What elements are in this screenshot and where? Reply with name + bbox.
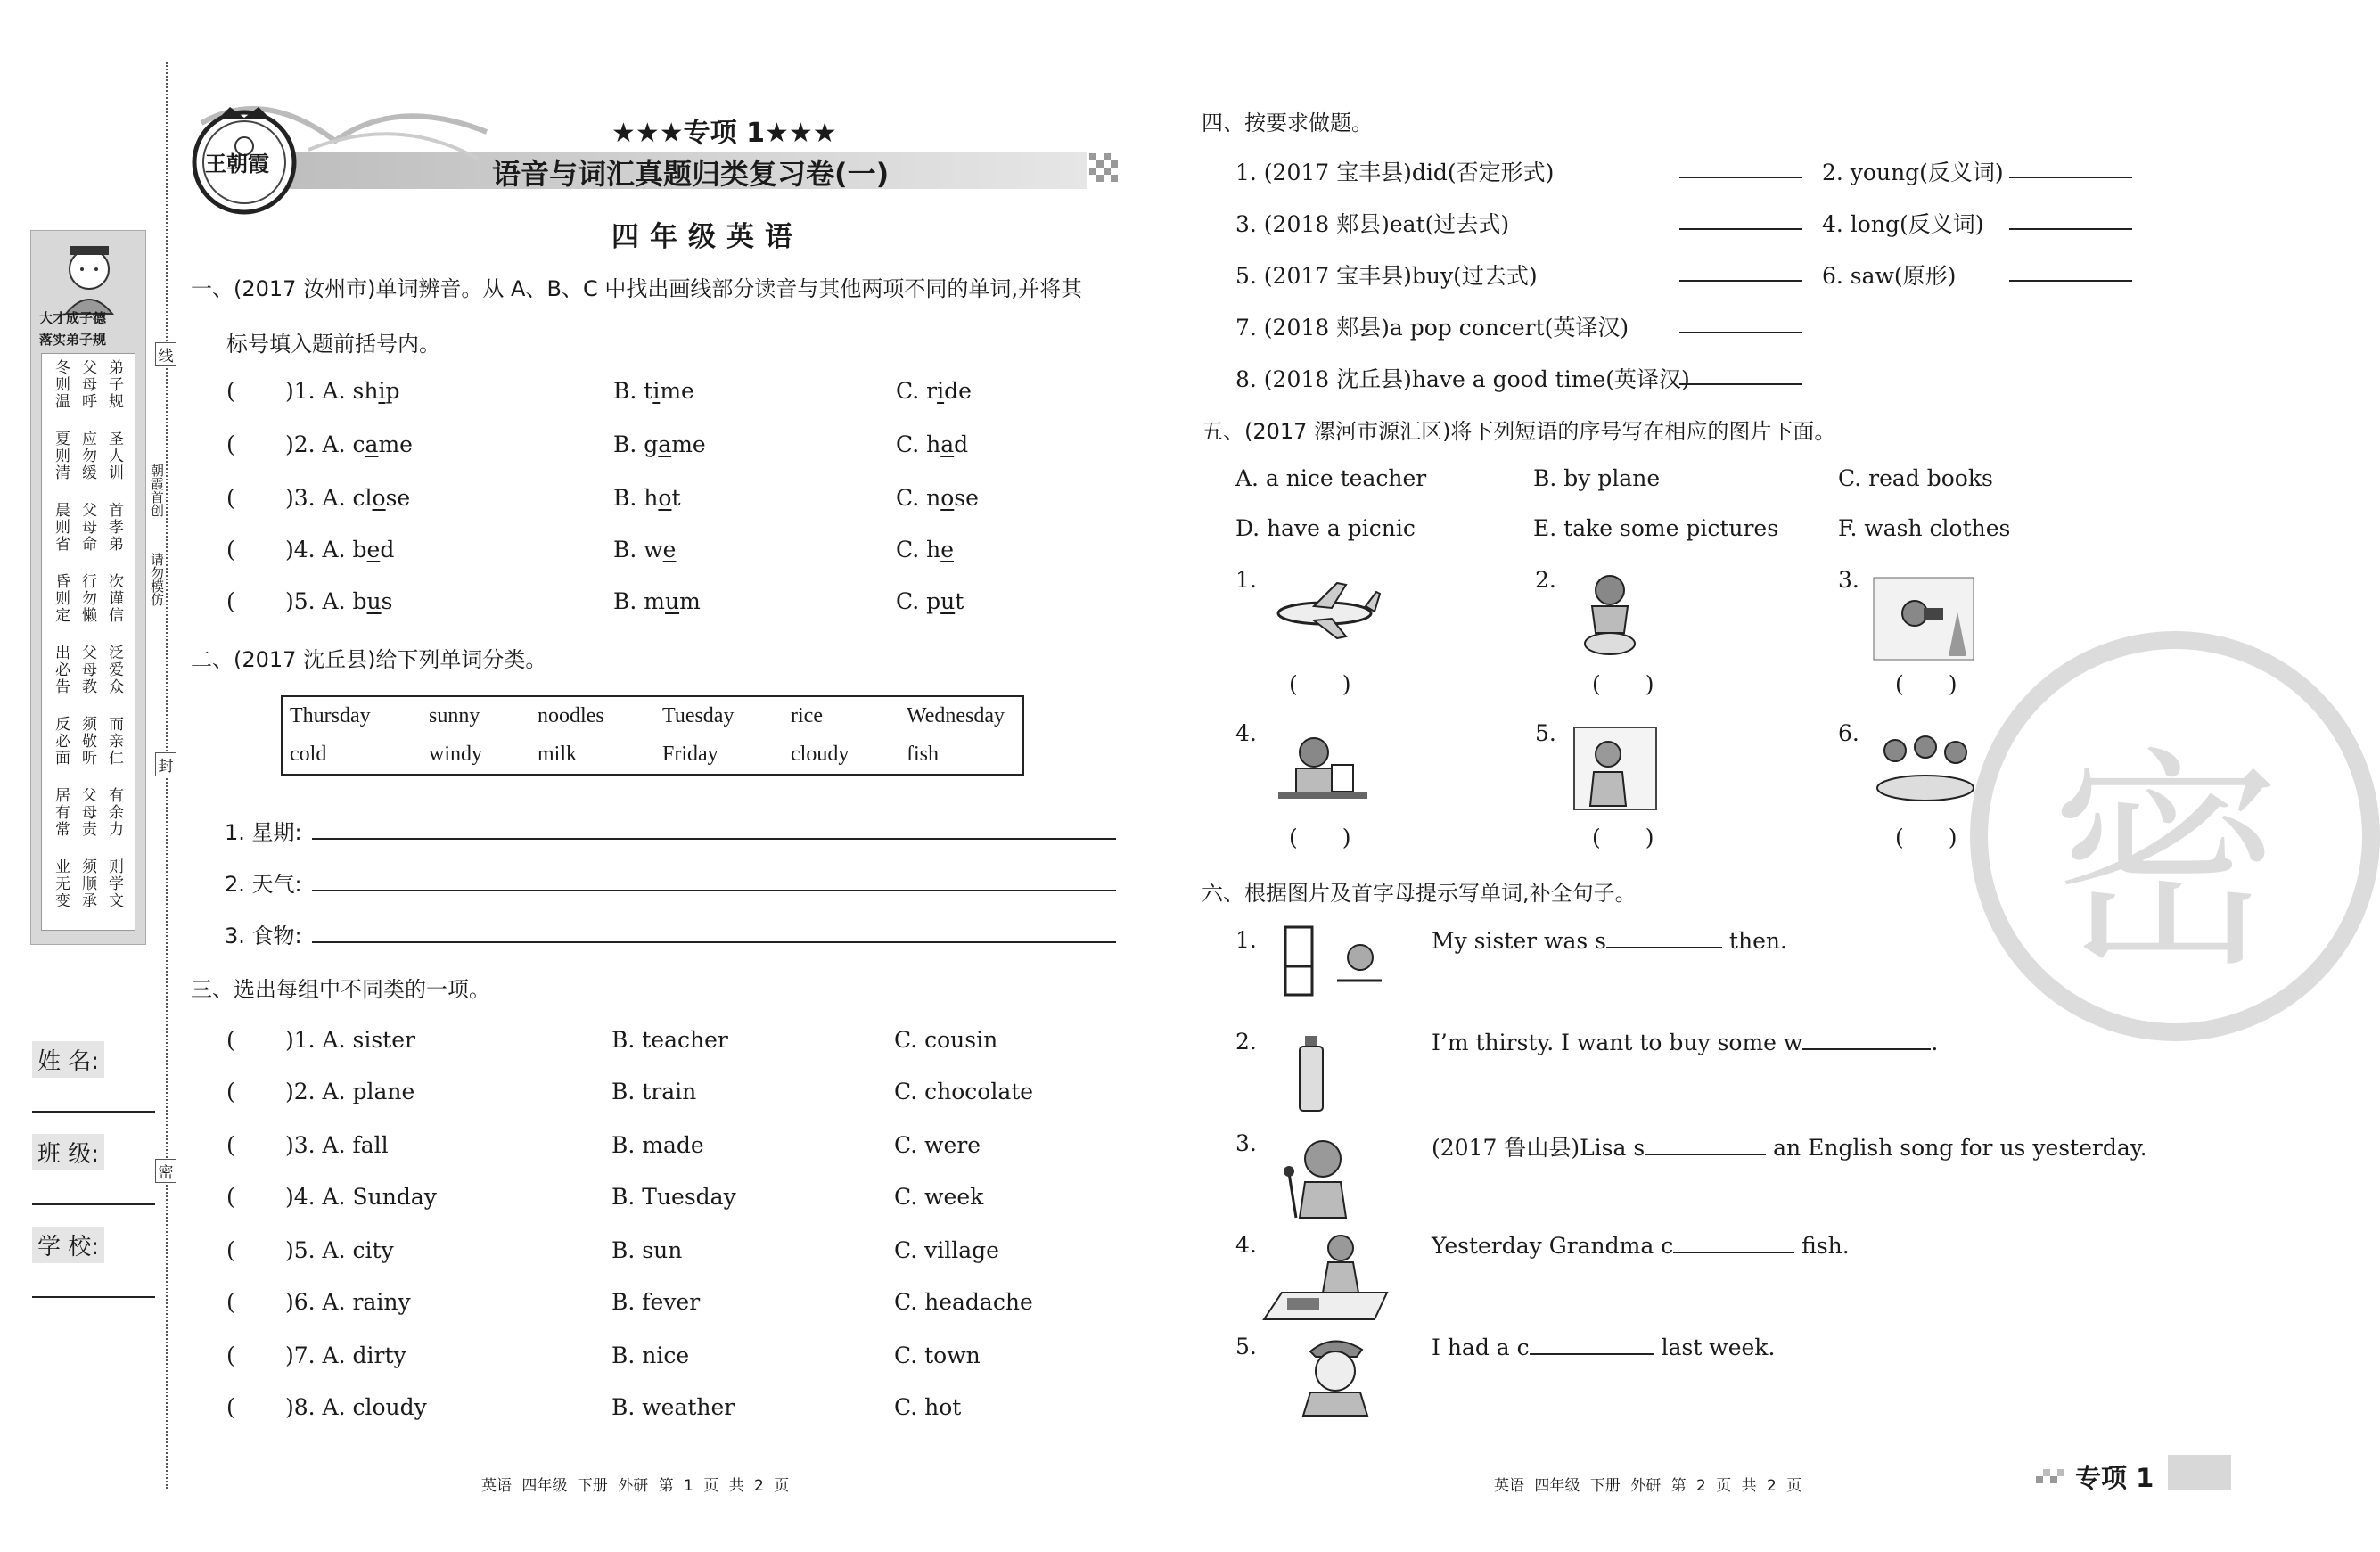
s1-item-1-b: B. time xyxy=(613,378,694,404)
table-row xyxy=(282,735,1023,775)
gutter-mark-secret: 密 xyxy=(155,1159,176,1183)
s6-num-5: 5. xyxy=(1235,1334,1257,1359)
s1-item-4-b: B. we xyxy=(613,537,677,562)
s3-item-3-b: B. made xyxy=(611,1132,704,1158)
s3-item-3: )3. A. fall xyxy=(285,1132,389,1158)
page-subtitle: 四年级英语 xyxy=(611,221,803,253)
table-cell: rice xyxy=(791,704,823,727)
s3-item-7-b: B. nice xyxy=(611,1343,690,1368)
section3-heading: 三、选出每组中不同类的一项。 xyxy=(191,977,490,1002)
watermark-char: 密 xyxy=(2050,729,2282,998)
s1-item-1-c: C. ride xyxy=(896,378,972,404)
motto-col: 晨则省 xyxy=(52,502,70,553)
weekday-label: 1. 星期: xyxy=(225,820,302,845)
s1-item-5: )5. A. bus xyxy=(285,588,393,614)
word-classification-table xyxy=(281,695,1024,776)
s6-sentence-5: I had a c last week. xyxy=(1432,1334,1776,1360)
singing-girl-picture xyxy=(1273,1132,1358,1221)
motto-col: 则学文 xyxy=(105,858,123,909)
s5-answer-5[interactable]: ( ) xyxy=(1592,825,1654,850)
cooking-grandma-picture xyxy=(1260,1230,1391,1323)
s1-answer-paren[interactable]: ( xyxy=(226,485,235,511)
s6-blank-2[interactable] xyxy=(1802,1029,1931,1050)
table-cell: Friday xyxy=(662,743,718,766)
section1-heading: 一、(2017 汝州市)单词辨音。从 A、B、C 中找出画线部分读音与其他两项不同的单词,并将其 xyxy=(191,276,1082,301)
motto-col: 泛爱众 xyxy=(105,645,123,695)
s6-num-1: 1. xyxy=(1235,927,1257,953)
s3-answer-paren[interactable]: ( xyxy=(226,1132,235,1158)
s3-item-2: )2. A. plane xyxy=(285,1079,415,1104)
girl-washing-clothes-picture xyxy=(1574,571,1645,660)
table-cell: Wednesday xyxy=(907,704,1005,727)
special-label: ★★★专项 1★★★ xyxy=(611,118,837,149)
s4-item-5: 5. (2017 宝丰县)buy(过去式) xyxy=(1235,263,1538,289)
s3-item-2-b: B. train xyxy=(611,1079,697,1104)
s4-item-7: 7. (2018 郏县)a pop concert(英译汉) xyxy=(1235,315,1629,341)
footer-left: 英语 四年级 下册 外研 第 1 页 共 2 页 xyxy=(481,1477,790,1495)
s3-item-7-c: C. town xyxy=(894,1343,981,1368)
s6-num-4: 4. xyxy=(1235,1232,1257,1258)
s1-item-5-b: B. mum xyxy=(613,588,701,614)
s5-option-f: F. wash clothes xyxy=(1838,515,2011,541)
s4-item-2: 2. young(反义词) xyxy=(1822,160,2004,185)
checker-pattern xyxy=(1089,153,1125,189)
table-cell: sunny xyxy=(429,704,480,727)
s3-item-6: )6. A. rainy xyxy=(285,1289,411,1315)
motto-col: 父母责 xyxy=(78,787,96,838)
s6-blank-1[interactable] xyxy=(1606,927,1722,948)
motto-col: 须敬听 xyxy=(78,716,96,767)
s3-answer-paren[interactable]: ( xyxy=(226,1343,235,1368)
s1-item-4-c: C. he xyxy=(896,537,955,562)
s6-blank-4[interactable] xyxy=(1673,1232,1794,1253)
table-cell: noodles xyxy=(538,704,604,727)
scholar-illustration xyxy=(46,234,132,319)
footer-right: 英语 四年级 下册 外研 第 2 页 共 2 页 xyxy=(1494,1477,1802,1495)
logo-text: 王朝霞 xyxy=(205,152,269,177)
motto-col: 行勿懒 xyxy=(78,573,96,624)
s6-sentence-2: I’m thirsty. I want to buy some w . xyxy=(1432,1030,1939,1055)
section1-heading-cont: 标号填入题前括号内。 xyxy=(226,332,440,357)
s1-item-2-c: C. had xyxy=(896,431,969,457)
name-input-line[interactable] xyxy=(32,1111,155,1113)
water-bottle-picture xyxy=(1294,1034,1330,1114)
motto-col: 首孝弟 xyxy=(105,502,123,553)
sitting-girl-picture xyxy=(1275,922,1387,1002)
s3-item-6-c: C. headache xyxy=(894,1289,1033,1315)
s5-answer-3[interactable]: ( ) xyxy=(1895,671,1957,697)
weather-answer-line[interactable] xyxy=(312,890,1116,891)
s1-answer-paren[interactable]: ( xyxy=(226,588,235,614)
s4-answer-3[interactable] xyxy=(1679,228,1802,230)
s4-item-3: 3. (2018 郏县)eat(过去式) xyxy=(1235,211,1510,237)
s5-option-d: D. have a picnic xyxy=(1235,515,1416,541)
s4-item-1: 1. (2017 宝丰县)did(否定形式) xyxy=(1235,160,1555,185)
s3-item-6-b: B. fever xyxy=(611,1289,701,1315)
motto-col: 夏则清 xyxy=(52,431,70,481)
s3-answer-paren[interactable]: ( xyxy=(226,1079,235,1104)
s1-item-4: )4. A. bed xyxy=(285,537,395,562)
s3-item-1-c: C. cousin xyxy=(894,1027,998,1053)
s3-item-5-b: B. sun xyxy=(611,1237,683,1263)
motto-col: 居有常 xyxy=(52,787,70,838)
s1-item-2: )2. A. came xyxy=(285,431,413,457)
motto-col: 须顺承 xyxy=(78,858,96,909)
s5-option-b: B. by plane xyxy=(1533,465,1661,491)
s4-item-8: 8. (2018 沈丘县)have a good time(英译汉) xyxy=(1235,366,1690,392)
s5-pic-num-1: 1. xyxy=(1235,567,1257,593)
table-cell: fish xyxy=(907,743,939,766)
s3-item-7: )7. A. dirty xyxy=(285,1343,406,1368)
s6-blank-5[interactable] xyxy=(1530,1334,1654,1355)
s3-item-8-b: B. weather xyxy=(611,1394,735,1420)
gutter-mark-line: 线 xyxy=(155,342,176,366)
motto-col: 父母教 xyxy=(78,645,96,695)
motto-heading-2: 落实弟子规 xyxy=(39,332,107,348)
school-input-line[interactable] xyxy=(32,1296,155,1298)
s5-option-a: A. a nice teacher xyxy=(1235,465,1427,491)
s4-answer-7[interactable] xyxy=(1679,332,1802,333)
s4-answer-8[interactable] xyxy=(1679,383,1802,385)
motto-col: 业无变 xyxy=(52,858,70,909)
section5-heading: 五、(2017 漯河市源汇区)将下列短语的序号写在相应的图片下面。 xyxy=(1202,419,1836,444)
boy-reading-picture xyxy=(1269,729,1373,815)
taking-pictures-picture xyxy=(1872,576,1975,661)
section2-heading: 二、(2017 沈丘县)给下列单词分类。 xyxy=(191,647,547,672)
motto-col: 圣人训 xyxy=(105,431,123,481)
s1-item-3: )3. A. close xyxy=(285,485,411,511)
s5-option-c: C. read books xyxy=(1838,465,1993,491)
s5-option-e: E. take some pictures xyxy=(1533,515,1779,541)
motto-col: 有余力 xyxy=(105,787,123,838)
s5-pic-num-3: 3. xyxy=(1838,567,1859,593)
table-cell: cloudy xyxy=(791,743,849,766)
s3-item-4: )4. A. Sunday xyxy=(285,1184,437,1210)
s3-item-4-c: C. week xyxy=(894,1184,984,1210)
s5-answer-2[interactable]: ( ) xyxy=(1592,671,1654,697)
s5-pic-num-2: 2. xyxy=(1535,567,1556,593)
gutter-note: 朝霞首创 xyxy=(149,464,165,517)
s4-answer-2[interactable] xyxy=(2009,177,2132,178)
weather-label: 2. 天气: xyxy=(225,872,302,897)
s1-answer-paren[interactable]: ( xyxy=(226,431,235,457)
s3-answer-paren[interactable]: ( xyxy=(226,1237,235,1263)
page-title: 语音与词汇真题归类复习卷(一) xyxy=(492,157,890,191)
s6-sentence-4: Yesterday Grandma c fish. xyxy=(1432,1233,1850,1259)
s1-answer-paren[interactable]: ( xyxy=(226,537,235,562)
s3-item-2-c: C. chocolate xyxy=(894,1079,1034,1104)
sick-boy-picture xyxy=(1284,1332,1387,1417)
section4-heading: 四、按要求做题。 xyxy=(1202,111,1373,135)
motto-col: 父母呼 xyxy=(78,359,96,410)
name-label: 姓 名: xyxy=(32,1041,104,1078)
motto-col: 应勿缓 xyxy=(78,431,96,481)
weekday-answer-line[interactable] xyxy=(312,838,1116,840)
motto-col: 出必告 xyxy=(52,645,70,695)
s5-pic-num-4: 4. xyxy=(1235,720,1257,746)
s3-item-1-b: B. teacher xyxy=(611,1027,728,1053)
s3-item-5-c: C. village xyxy=(894,1237,999,1263)
motto-col: 父母命 xyxy=(78,502,96,553)
class-input-line[interactable] xyxy=(32,1203,155,1205)
s1-answer-paren[interactable]: ( xyxy=(226,378,235,404)
motto-col: 昏则定 xyxy=(52,573,70,624)
s6-sentence-1: My sister was s then. xyxy=(1432,928,1787,954)
motto-col: 反必面 xyxy=(52,716,70,767)
gutter-note: 请勿模仿 xyxy=(149,553,165,606)
class-label: 班 级: xyxy=(32,1134,104,1170)
s3-item-3-c: C. were xyxy=(894,1132,981,1158)
s5-answer-4[interactable]: ( ) xyxy=(1289,825,1351,850)
corner-checker-icon xyxy=(2036,1464,2072,1490)
corner-special-label: 专项 1 xyxy=(2075,1463,2154,1493)
s4-item-4: 4. long(反义词) xyxy=(1822,211,1984,237)
s1-item-1: )1. A. ship xyxy=(285,378,400,404)
motto-col: 次谨信 xyxy=(105,573,123,624)
motto-heading-1: 大才成子德 xyxy=(39,310,107,326)
motto-col: 而亲仁 xyxy=(105,716,123,767)
s1-item-5-c: C. put xyxy=(896,588,964,614)
s3-answer-paren[interactable]: ( xyxy=(226,1394,235,1420)
s4-answer-5[interactable] xyxy=(1679,280,1802,282)
s3-item-8-c: C. hot xyxy=(894,1394,962,1420)
table-cell: milk xyxy=(538,743,578,766)
table-cell: Tuesday xyxy=(662,704,735,727)
s5-answer-1[interactable]: ( ) xyxy=(1289,671,1351,697)
s6-blank-3[interactable] xyxy=(1645,1134,1766,1155)
food-label: 3. 食物: xyxy=(225,924,302,948)
s6-num-2: 2. xyxy=(1235,1029,1257,1055)
picnic-picture xyxy=(1872,729,1979,806)
table-row xyxy=(282,696,1023,735)
s4-answer-6[interactable] xyxy=(2009,280,2132,282)
s1-item-3-b: B. hot xyxy=(613,485,681,511)
section6-heading: 六、根据图片及首字母提示写单词,补全句子。 xyxy=(1202,881,1637,906)
s3-item-1: )1. A. sister xyxy=(285,1027,415,1053)
motto-col: 冬则温 xyxy=(52,359,70,410)
s1-item-2-b: B. game xyxy=(613,431,706,457)
gutter-mark-seal: 封 xyxy=(155,752,176,776)
motto-col: 弟子规 xyxy=(105,359,123,410)
s5-pic-num-6: 6. xyxy=(1838,720,1859,746)
school-label: 学 校: xyxy=(32,1227,104,1263)
s3-item-8: )8. A. cloudy xyxy=(285,1394,427,1420)
airplane-picture xyxy=(1269,579,1382,642)
s1-item-3-c: C. nose xyxy=(896,485,979,511)
s4-item-6: 6. saw(原形) xyxy=(1822,263,1957,289)
table-cell: windy xyxy=(429,743,482,766)
teacher-picture xyxy=(1572,726,1658,811)
corner-tab-bg xyxy=(2168,1455,2231,1490)
s3-answer-paren[interactable]: ( xyxy=(226,1289,235,1315)
s3-item-5: )5. A. city xyxy=(285,1237,394,1263)
s3-answer-paren[interactable]: ( xyxy=(226,1184,235,1210)
s3-answer-paren[interactable]: ( xyxy=(226,1027,235,1053)
s3-item-4-b: B. Tuesday xyxy=(611,1184,736,1210)
s4-answer-4[interactable] xyxy=(2009,228,2132,230)
table-cell: cold xyxy=(290,743,327,766)
s6-num-3: 3. xyxy=(1235,1130,1257,1156)
s4-answer-1[interactable] xyxy=(1679,177,1802,178)
s5-answer-6[interactable]: ( ) xyxy=(1895,825,1957,850)
food-answer-line[interactable] xyxy=(312,941,1116,943)
motto-text-box xyxy=(41,353,135,931)
s5-pic-num-5: 5. xyxy=(1535,720,1556,746)
table-cell: Thursday xyxy=(290,704,371,727)
s6-sentence-3: (2017 鲁山县)Lisa s an English song for us yesterday. xyxy=(1432,1135,2147,1161)
